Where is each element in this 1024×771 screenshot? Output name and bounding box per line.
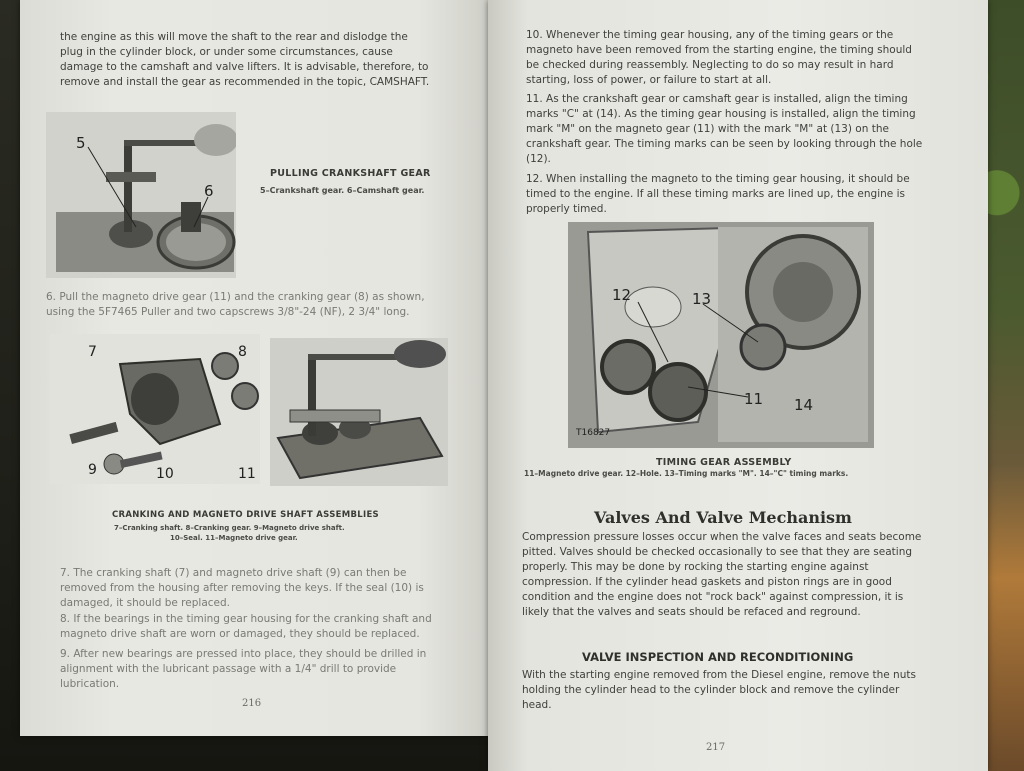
figure-label-14: 14 <box>794 396 814 414</box>
puller-photo <box>270 338 448 486</box>
step-9: 9. After new bearings are pressed into place, they should be drilled in alignment with the lubricant passage with a 1/4" drill to provide lubrication. <box>60 648 427 690</box>
figure2-caption-line1: 7–Cranking shaft. 8–Cranking gear. 9–Magneto drive shaft. <box>114 524 345 532</box>
pulling-crankshaft-gear-photo <box>46 112 236 278</box>
figure-label-8: 8 <box>238 344 247 360</box>
intro-paragraph: the engine as this will move the shaft to the rear and dislodge the plug in the cylinder block, or under some circumstances, cause damage to the camshaft and valve lifters. It is advisable, therefore, to remove and install the gear as recommended in the topic, CAMSHAFT. <box>60 31 430 88</box>
subheading: VALVE INSPECTION AND RECONDITIONING <box>582 650 854 664</box>
figure3-caption: 11–Magneto drive gear. 12–Hole. 13–Timing marks "M". 14–"C" timing marks. <box>524 469 849 478</box>
figure1-caption: 5–Crankshaft gear. 6–Camshaft gear. <box>260 186 425 195</box>
right-page-number: 217 <box>706 742 726 753</box>
figure-label-13: 13 <box>692 290 712 308</box>
left-page <box>20 0 488 736</box>
figure-label-7: 7 <box>88 344 97 360</box>
figure2-caption-line2: 10–Seal. 11–Magneto drive gear. <box>170 534 298 542</box>
figure-label-5: 5 <box>76 134 86 152</box>
plate-number: T16827 <box>576 428 611 438</box>
step-6: 6. Pull the magneto drive gear (11) and the cranking gear (8) as shown, using the 5F7465 Puller and two capscrews 3/8"-24 (NF), 2 3/4" long. <box>46 291 425 318</box>
figure-label-9: 9 <box>88 462 97 478</box>
left-page-number: 216 <box>242 698 262 709</box>
step-7: 7. The cranking shaft (7) and magneto drive shaft (9) can then be removed from the housing after removing the keys. If the seal (10) is damaged, it should be replaced. <box>60 567 424 609</box>
figure-label-12: 12 <box>612 286 632 304</box>
step-12: 12. When installing the magneto to the timing gear housing, it should be timed to the engine. If all these timing marks are lined up, the engine is properly timed. <box>526 173 910 215</box>
sub-paragraph: With the starting engine removed from the Diesel engine, remove the nuts holding the cylinder head to the cylinder block and remove the cylinder head. <box>522 669 916 711</box>
figure-label-11: 11 <box>238 466 256 482</box>
figure-label-6: 6 <box>204 182 214 200</box>
section-heading: Valves And Valve Mechanism <box>594 508 852 527</box>
figure-label-10: 10 <box>156 466 174 482</box>
figure1-title: PULLING CRANKSHAFT GEAR <box>270 168 431 179</box>
step-11: 11. As the crankshaft gear or camshaft gear is installed, align the timing marks "C" at (14). As the timing gear housing is installed, align the timing mark "M" on the magneto gear (11) with the mark "M" at (13) on the crankshaft gear. The timing marks can be seen by looking through the hole (12). <box>526 93 923 165</box>
right-page <box>488 0 988 771</box>
step-8: 8. If the bearings in the timing gear housing for the cranking shaft and magneto drive shaft are worn or damaged, they should be replaced. <box>60 613 432 640</box>
step-10: 10. Whenever the timing gear housing, any of the timing gears or the magneto have been removed from the starting engine, the timing should be checked during reassembly. Neglecting to do so may result in hard starting, loss of power, or failure to start at all. <box>526 29 912 86</box>
drive-shaft-assemblies-photo <box>50 334 260 484</box>
figure-label-11: 11 <box>744 390 764 408</box>
section-paragraph: Compression pressure losses occur when the valve faces and seats become pitted. Valves should be checked occasionally to see that they are seating properly. This may be done by rocking the starting engine against compression. If the cylinder head gaskets and piston rings are in good condition and the engine does not "rock back" against compression, it is likely that the valves and seats should be refaced and reground. <box>522 531 922 618</box>
timing-gear-assembly-photo <box>568 222 874 448</box>
figure3-title: TIMING GEAR ASSEMBLY <box>656 457 792 468</box>
figure2-title: CRANKING AND MAGNETO DRIVE SHAFT ASSEMBLIES <box>112 510 379 520</box>
